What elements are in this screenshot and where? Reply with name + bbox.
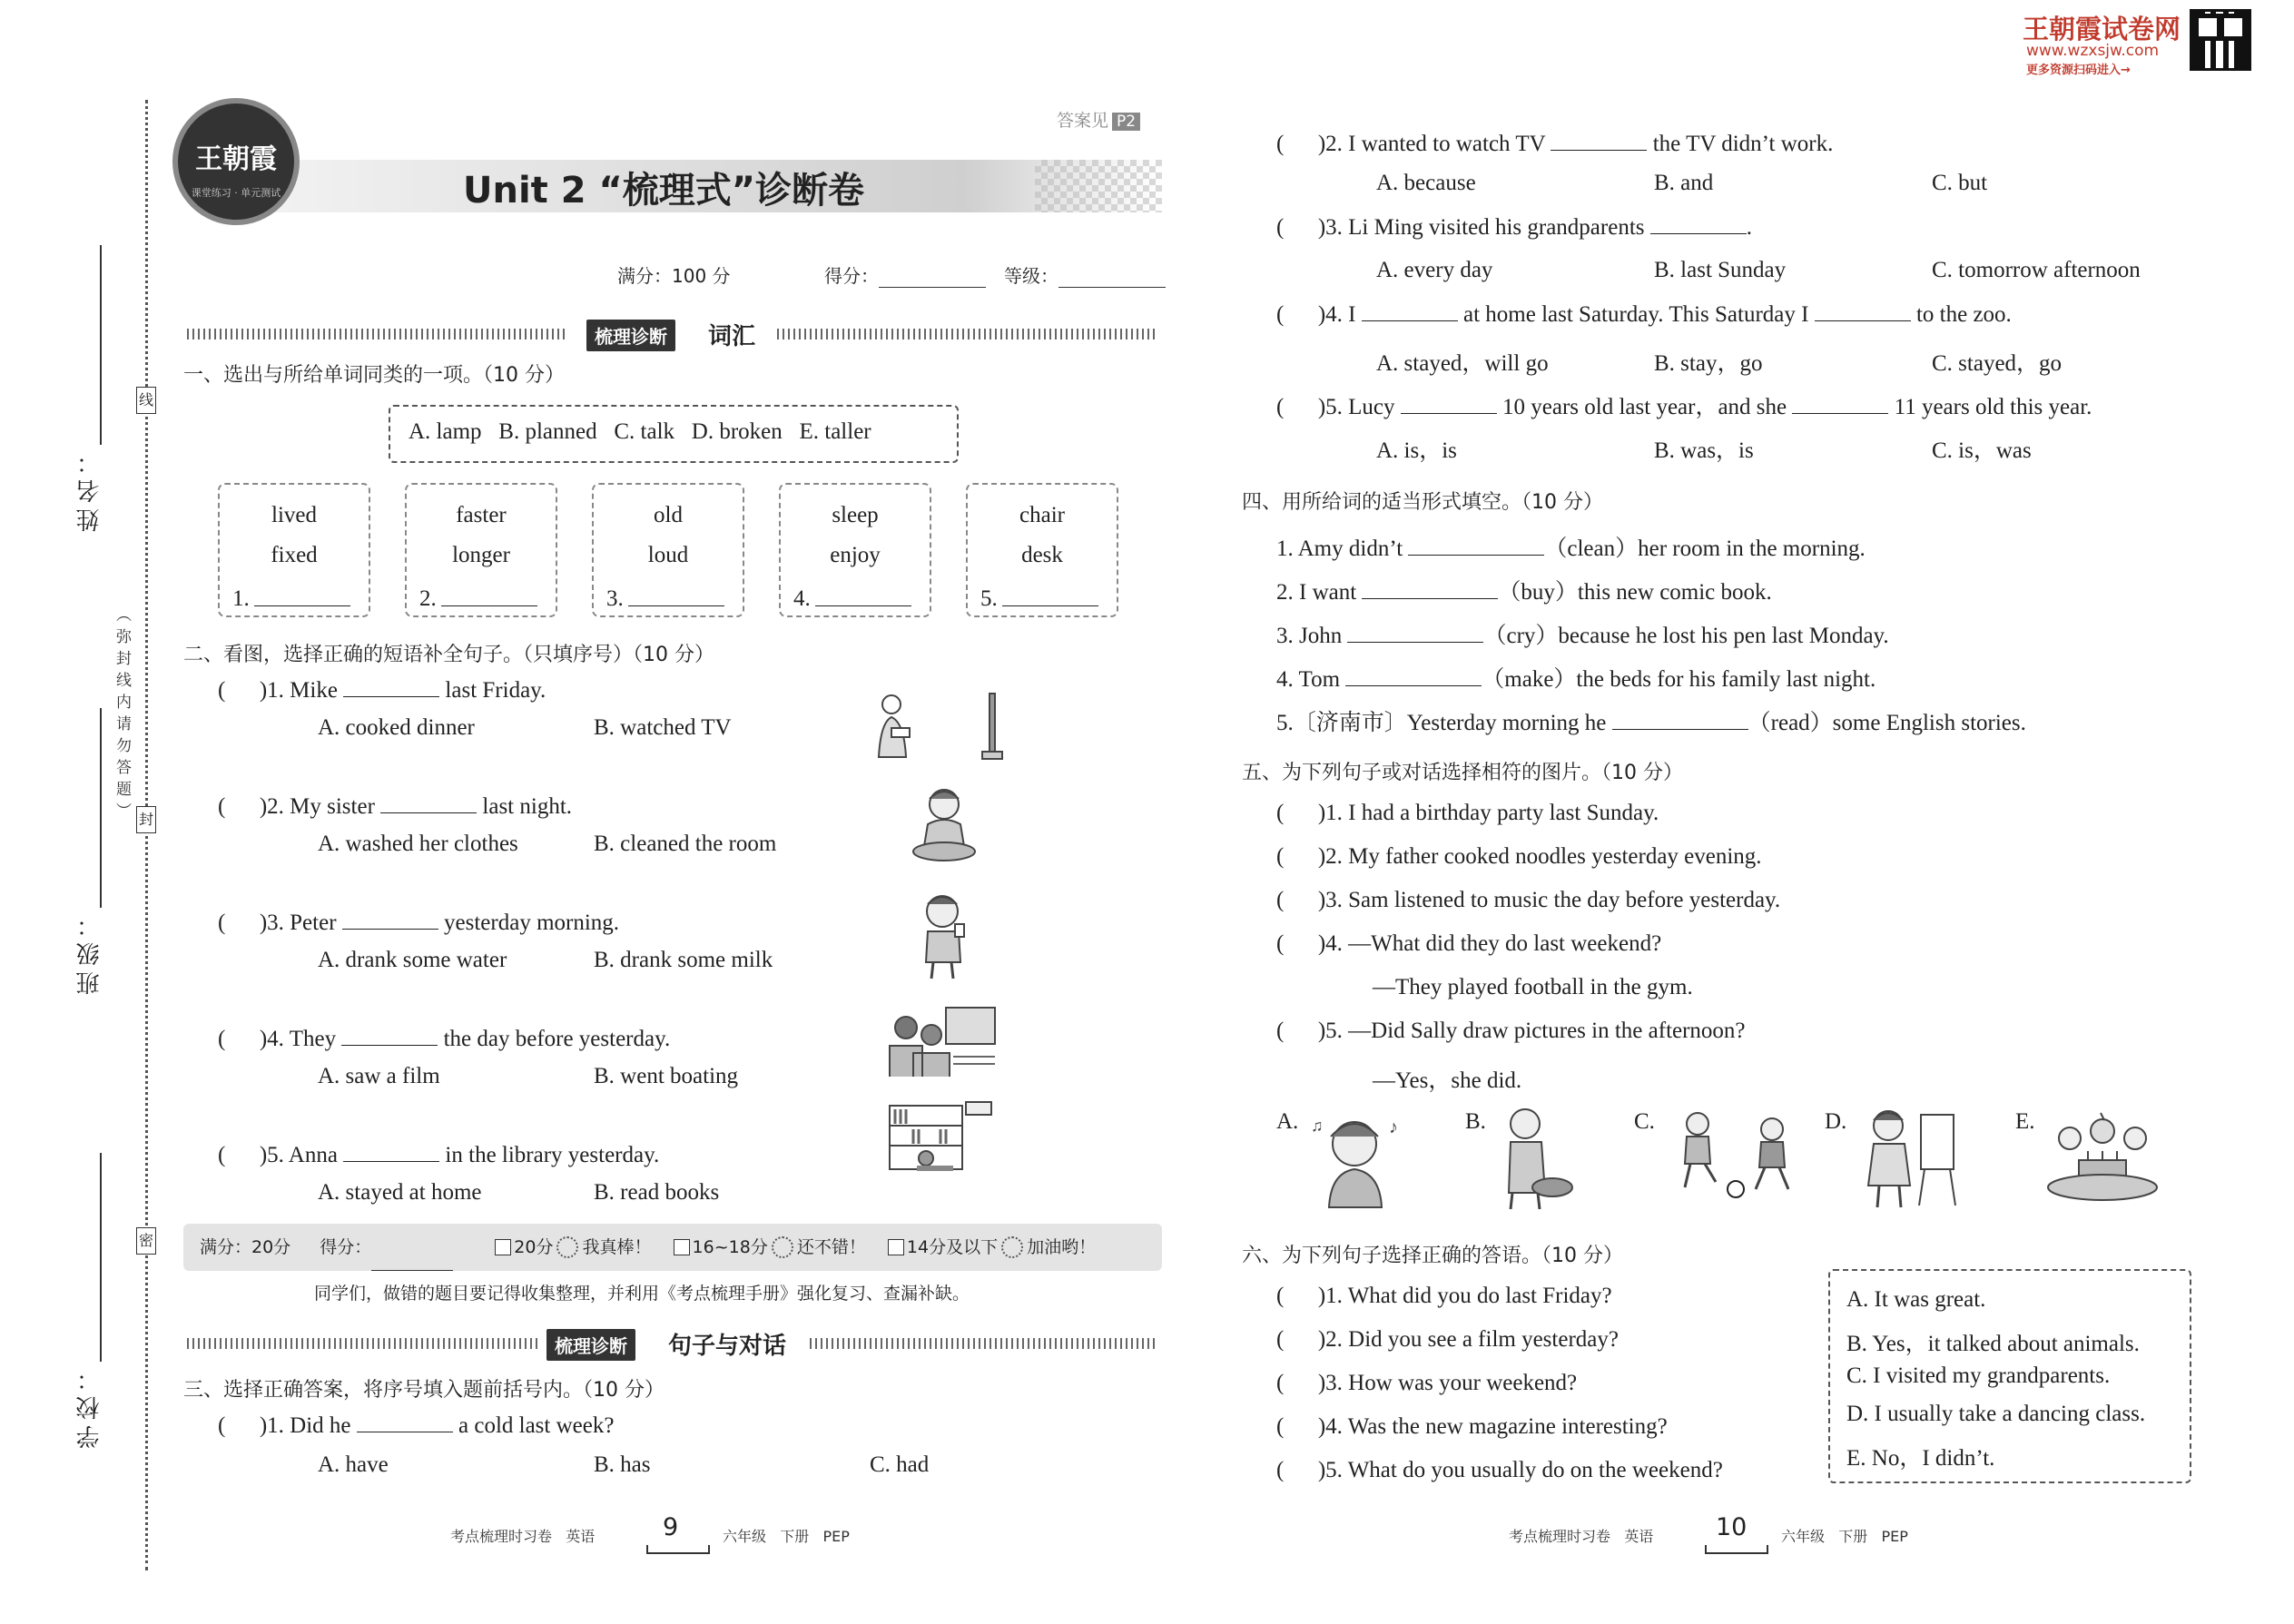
question-text: 2. I want [1276, 580, 1363, 605]
part6-question-1[interactable]: ( )1. What did you do last Friday? [1276, 1284, 1612, 1308]
picture-a-listening-music [1304, 1109, 1413, 1209]
option-a[interactable]: A. every day [1376, 258, 1493, 282]
name-input-line[interactable] [100, 245, 102, 445]
option-b[interactable]: B. was，is [1654, 438, 1754, 463]
page-number-right: 10 [1716, 1513, 1748, 1541]
word-box [218, 483, 370, 617]
footer-left-grade: 六年级 下册 PEP [723, 1528, 850, 1545]
question-text: 3. John [1276, 624, 1348, 648]
word: fixed [271, 543, 318, 567]
question-text: 1. Amy didn’t [1276, 536, 1409, 561]
word-box [405, 483, 557, 617]
option-c[interactable]: C. is，was [1932, 438, 2032, 463]
option-b[interactable]: B. cleaned the room [594, 832, 777, 856]
part5-question-1[interactable]: ( )1. I had a birthday party last Sunday. [1276, 801, 1659, 825]
item-number: 2. [419, 586, 437, 611]
part6-question-3[interactable]: ( )3. How was your weekend? [1276, 1371, 1578, 1395]
part4-question-5[interactable] [1276, 704, 2026, 737]
footer-left-text: 考点梳理时习卷 英语 [450, 1528, 596, 1545]
picture-e-birthday-party [2043, 1107, 2161, 1206]
section-title-vocab: 词汇 [708, 323, 756, 350]
cheer-face-icon [1001, 1236, 1023, 1258]
option-b[interactable]: B. drank some milk [594, 948, 773, 972]
answer-option-a: A. It was great. [1846, 1287, 1986, 1312]
picture-d-drawing-pictures [1852, 1102, 1961, 1211]
word-box [966, 483, 1118, 617]
picture-c-playing-football [1670, 1109, 1807, 1200]
answer-line[interactable] [441, 605, 537, 606]
picture-label-d: D. [1825, 1109, 1847, 1134]
page-number-bracket [1705, 1545, 1768, 1554]
name-label: 姓名： [76, 445, 103, 532]
section-divider-right [810, 1338, 1158, 1349]
word: longer [452, 543, 510, 567]
answer-line[interactable] [1002, 605, 1098, 606]
answer-blank [1362, 579, 1498, 599]
part3-question-1[interactable] [218, 1412, 614, 1439]
picture-boy-drinking [908, 890, 980, 980]
picture-b-cooking-noodles [1489, 1104, 1580, 1211]
footer-right-grade: 六年级 下册 PEP [1781, 1528, 1908, 1545]
binding-dotted-line [145, 100, 148, 1570]
brand-logo [172, 98, 300, 225]
part2-question-4[interactable] [218, 1026, 670, 1052]
question-text: ( )2. My sister [218, 794, 381, 819]
picture-label-b: B. [1465, 1109, 1486, 1134]
word-box [592, 483, 744, 617]
seal-char-line: 线 [136, 387, 156, 414]
option-a[interactable]: A. stayed，will go [1376, 351, 1549, 376]
option-b[interactable]: B. stay，go [1654, 351, 1763, 376]
svg-text:♫: ♫ [1311, 1117, 1324, 1135]
brand-url[interactable]: www.wzxsjw.com [2026, 42, 2160, 60]
option-a[interactable]: A. cooked dinner [318, 715, 475, 740]
neutral-face-icon [772, 1236, 793, 1258]
option-c[interactable]: C. tomorrow afternoon [1932, 258, 2141, 282]
school-input-line[interactable] [100, 1153, 102, 1362]
review-note: 同学们，做错的题目要记得收集整理，并利用《考点梳理手册》强化复习、查漏补缺。 [314, 1284, 970, 1304]
question-text: . [1746, 215, 1752, 240]
part6-question-2[interactable]: ( )2. Did you see a film yesterday? [1276, 1327, 1619, 1352]
answer-blank [1347, 623, 1483, 643]
word-box [779, 483, 931, 617]
word: enjoy [830, 543, 881, 567]
section-divider-right [777, 329, 1158, 340]
part6-question-4[interactable]: ( )4. Was the new magazine interesting? [1276, 1414, 1668, 1439]
part2-question-5[interactable] [218, 1142, 659, 1168]
grade-label: 等级： [1004, 265, 1058, 287]
part1-heading: 一、选出与所给单词同类的一项。（10 分） [183, 364, 565, 387]
question-text: last night. [477, 794, 573, 819]
section-tag: 梳理诊断 [546, 1329, 635, 1361]
item-number: 3. [606, 586, 624, 611]
picture-cooking-and-tv [871, 690, 1017, 763]
option-b[interactable]: B. watched TV [594, 715, 732, 740]
answer-option-b: B. Yes，it talked about animals. [1846, 1332, 2140, 1356]
part6-heading: 六、为下列句子选择正确的答语。（10 分） [1242, 1245, 1623, 1267]
option-a[interactable]: A. is，is [1376, 438, 1457, 463]
question-text: ( )2. I wanted to watch TV [1276, 132, 1551, 156]
answer-line[interactable] [254, 605, 350, 606]
question-text: （buy）this new comic book. [1498, 580, 1772, 605]
question-text: （read）some English stories. [1748, 711, 2026, 735]
page-number-bracket [646, 1545, 710, 1554]
word: sleep [832, 503, 879, 527]
section-divider-left [187, 329, 568, 340]
score-label: 得分： [824, 265, 879, 287]
option-a[interactable]: A. because [1376, 171, 1476, 195]
picture-girl-washing [904, 782, 986, 864]
option-a[interactable]: A. drank some water [318, 948, 507, 972]
question-text: at home last Saturday. This Saturday I [1457, 302, 1815, 327]
answer-blank [1612, 710, 1748, 730]
option-a[interactable]: A. have [318, 1452, 389, 1477]
option-b[interactable]: B. last Sunday [1654, 258, 1787, 282]
part3-question-2[interactable] [1276, 131, 1833, 157]
strip-level-2[interactable]: 16~18分 还不错！ [674, 1237, 866, 1257]
part5-question-3[interactable]: ( )3. Sam listened to music the day before yesterday. [1276, 888, 1781, 912]
strip-score-line[interactable] [371, 1251, 453, 1271]
smile-face-icon [556, 1236, 578, 1258]
answer-line[interactable] [815, 605, 911, 606]
option-a[interactable]: A. washed her clothes [318, 832, 518, 856]
footer-right-text: 考点梳理时习卷 英语 [1509, 1528, 1654, 1545]
option-b[interactable]: B. read books [594, 1180, 720, 1205]
brand-name: 王朝霞试卷网 [2023, 14, 2181, 44]
part2-question-1[interactable] [218, 677, 546, 704]
question-text: ( )1. Did he [218, 1413, 357, 1438]
answer-blank [1345, 666, 1482, 686]
item-number: 5. [980, 586, 998, 611]
option-b[interactable]: B. has [594, 1452, 651, 1477]
question-text: ( )1. Mike [218, 678, 344, 703]
part4-question-1[interactable] [1276, 530, 1866, 563]
picture-library [886, 1098, 995, 1186]
part5-question-5[interactable]: ( )5. —Did Sally draw pictures in the afternoon? [1276, 1019, 1746, 1043]
option-c[interactable]: C. but [1932, 171, 1988, 195]
question-text: the day before yesterday. [438, 1027, 671, 1051]
question-text: ( )5. Lucy [1276, 395, 1401, 419]
part5-heading: 五、为下列句子或对话选择相符的图片。（10 分） [1242, 762, 1683, 784]
seal-char-seal: 封 [136, 806, 156, 833]
word: loud [647, 543, 689, 567]
full-score: 满分：100 分 [617, 265, 731, 287]
question-text: ( )4. They [218, 1027, 342, 1051]
part5-question-5-reply: —Yes，she did. [1373, 1068, 1522, 1093]
answer-ref-label: 答案见 [1057, 111, 1109, 131]
answer-option-d: D. I usually take a dancing class. [1846, 1402, 2146, 1426]
title-checker-decoration [1035, 160, 1162, 212]
part5-question-4-reply: —They played football in the gym. [1373, 975, 1693, 999]
word: old [654, 503, 683, 527]
answer-ref-page: P2 [1112, 113, 1140, 131]
part4-question-3[interactable] [1276, 617, 1889, 650]
option-c[interactable]: C. stayed，go [1932, 351, 2063, 376]
part3-question-4[interactable] [1276, 301, 2012, 328]
seal-char-dense: 密 [136, 1227, 156, 1255]
picture-label-c: C. [1634, 1109, 1655, 1134]
question-text: a cold last week? [452, 1413, 615, 1438]
strip-level-3[interactable]: 14分及以下 加油哟！ [888, 1237, 1096, 1257]
option-b[interactable]: B. and [1654, 171, 1714, 195]
option-a[interactable]: A. saw a film [318, 1064, 440, 1088]
option-a[interactable]: A. stayed at home [318, 1180, 482, 1205]
question-text: 5.〔济南市〕Yesterday morning he [1276, 711, 1612, 735]
section-tag: 梳理诊断 [586, 320, 675, 351]
part1-options: A. lamp B. planned C. talk D. broken E. taller [409, 419, 871, 444]
option-b[interactable]: B. went boating [594, 1064, 739, 1088]
part5-question-2[interactable]: ( )2. My father cooked noodles yesterday evening. [1276, 844, 1762, 869]
picture-label-a: A. [1276, 1109, 1299, 1134]
answer-option-c: C. I visited my grandparents. [1846, 1363, 2111, 1388]
score-field[interactable] [824, 261, 986, 288]
logo-sub: 课堂练习 · 单元测试 [191, 187, 281, 199]
question-text: ( )5. Anna [218, 1143, 344, 1167]
answer-blank [1408, 536, 1544, 556]
answer-line[interactable] [628, 605, 724, 606]
section-divider-left [187, 1338, 537, 1349]
school-label: 学校： [76, 1362, 103, 1449]
part4-question-2[interactable] [1276, 574, 1772, 606]
part2-heading: 二、看图，选择正确的短语补全句子。（只填序号）（10 分） [183, 644, 714, 666]
question-text: （clean）her room in the morning. [1544, 536, 1866, 561]
question-text: to the zoo. [1910, 302, 2012, 327]
answer-option-e: E. No，I didn’t. [1846, 1446, 1995, 1471]
picture-cinema [886, 1004, 999, 1080]
word: desk [1021, 543, 1063, 567]
qr-code-icon[interactable] [2190, 9, 2251, 71]
question-text: yesterday morning. [438, 910, 620, 935]
part2-question-2[interactable] [218, 793, 572, 820]
strip-level-1[interactable]: 20分 我真棒！ [495, 1237, 651, 1257]
class-label: 班级： [76, 908, 103, 995]
word: faster [456, 503, 507, 527]
question-text: in the library yesterday. [439, 1143, 660, 1167]
question-text: （make）the beds for his family last night. [1482, 667, 1876, 692]
brand-sub: 更多资源扫码进入→ [2026, 64, 2131, 77]
question-text: the TV didn’t work. [1647, 132, 1834, 156]
question-text: 10 years old last year，and she [1496, 395, 1793, 419]
question-text: last Friday. [439, 678, 546, 703]
part3-question-3[interactable] [1276, 214, 1752, 241]
strip-full-score: 满分：20分 [200, 1237, 291, 1257]
strip-score-label: 得分： [320, 1237, 372, 1257]
part3-question-5[interactable] [1276, 389, 2092, 421]
section-title-sentences: 句子与对话 [668, 1333, 787, 1360]
word: chair [1019, 503, 1065, 527]
page-title: Unit 2 “梳理式”诊断卷 [463, 170, 865, 212]
page-number-left: 9 [663, 1513, 679, 1541]
part4-question-4[interactable] [1276, 661, 1876, 694]
word: lived [271, 503, 317, 527]
item-number: 4. [793, 586, 811, 611]
grade-field[interactable] [1004, 261, 1166, 288]
question-text: ( )4. I [1276, 302, 1362, 327]
question-text: 11 years old this year. [1888, 395, 2092, 419]
part3-heading: 三、选择正确答案，将序号填入题前括号内。（10 分） [183, 1379, 665, 1402]
question-text: 4. Tom [1276, 667, 1346, 692]
part4-heading: 四、用所给词的适当形式填空。（10 分） [1242, 491, 1603, 514]
item-number: 1. [232, 586, 250, 611]
part6-question-5[interactable]: ( )5. What do you usually do on the weekend? [1276, 1458, 1723, 1482]
question-text: ( )3. Li Ming visited his grandparents [1276, 215, 1650, 240]
logo-text: 王朝霞 [195, 143, 277, 175]
option-c[interactable]: C. had [870, 1452, 930, 1477]
svg-text:♪: ♪ [1389, 1117, 1398, 1137]
question-text: （cry）because he lost his pen last Monday. [1483, 624, 1889, 648]
class-input-line[interactable] [100, 708, 102, 908]
part5-question-4[interactable]: ( )4. —What did they do last weekend? [1276, 931, 1662, 956]
score-strip [183, 1224, 1162, 1271]
question-text: ( )3. Peter [218, 910, 342, 935]
part2-question-3[interactable] [218, 910, 619, 936]
binding-note: （弥封线内请勿答题） [113, 606, 131, 824]
picture-label-e: E. [2015, 1109, 2035, 1134]
answer-reference [1057, 107, 1140, 132]
